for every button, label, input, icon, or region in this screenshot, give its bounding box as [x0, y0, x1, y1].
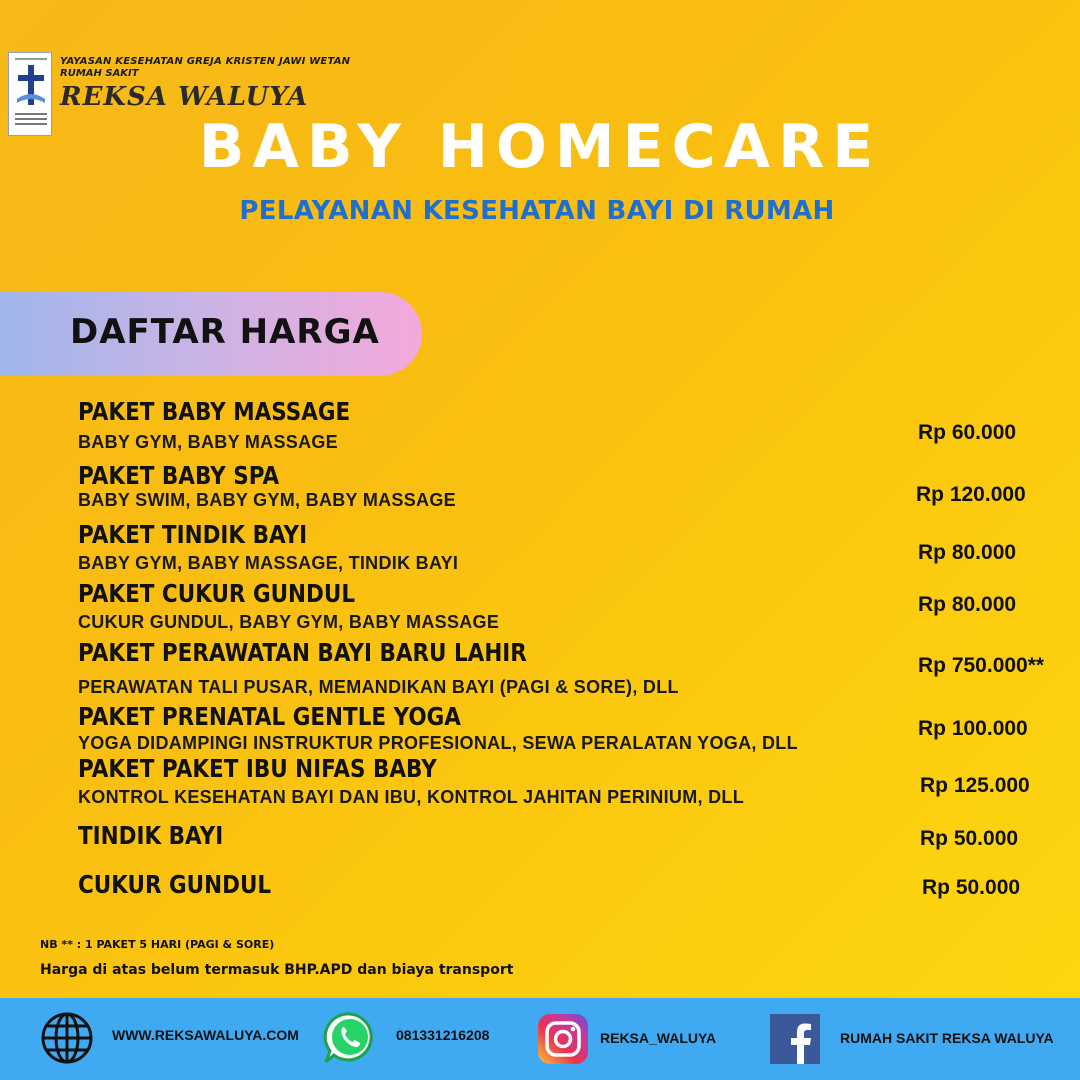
item-name: PAKET PERAWATAN BAYI BARU LAHIR: [78, 638, 527, 667]
item-desc: KONTROL KESEHATAN BAYI DAN IBU, KONTROL JAHITAN PERINIUM, DLL: [78, 787, 744, 807]
item-name: PAKET BABY MASSAGE: [78, 397, 351, 426]
item-name: PAKET PAKET IBU NIFAS BABY: [78, 754, 437, 783]
item-name: PAKET TINDIK BAYI: [78, 520, 308, 549]
item-desc: BABY GYM, BABY MASSAGE: [78, 432, 338, 452]
item-price: Rp 50.000: [920, 827, 1019, 850]
logo-hospital-label: RUMAH SAKIT: [60, 68, 139, 79]
page-subtitle: PELAYANAN KESEHATAN BAYI DI RUMAH: [239, 196, 835, 226]
item-price: Rp 60.000: [918, 421, 1017, 444]
facebook-page[interactable]: RUMAH SAKIT REKSA WALUYA: [840, 1030, 1054, 1046]
package-note: NB ** : 1 PAKET 5 HARI (PAGI & SORE): [40, 938, 275, 951]
item-name: PAKET BABY SPA: [78, 461, 280, 490]
instagram-handle[interactable]: REKSA_WALUYA: [600, 1030, 717, 1046]
item-desc: BABY GYM, BABY MASSAGE, TINDIK BAYI: [78, 553, 459, 573]
item-name: PAKET CUKUR GUNDUL: [78, 579, 356, 608]
item-desc: BABY SWIM, BABY GYM, BABY MASSAGE: [78, 490, 456, 510]
price-disclaimer: Harga di atas belum termasuk BHP.APD dan biaya transport: [40, 962, 514, 978]
instagram-icon[interactable]: [538, 1014, 588, 1069]
item-price: Rp 80.000: [918, 593, 1017, 616]
contact-footer: [0, 998, 1080, 1080]
logo-organization: YAYASAN KESEHATAN GREJA KRISTEN JAWI WETAN: [60, 56, 351, 67]
website-link[interactable]: WWW.REKSAWALUYA.COM: [112, 1027, 299, 1043]
item-name: CUKUR GUNDUL: [78, 870, 272, 899]
globe-icon[interactable]: [40, 1011, 94, 1070]
item-desc: YOGA DIDAMPINGI INSTRUKTUR PROFESIONAL, SEWA PERALATAN YOGA, DLL: [78, 733, 798, 753]
logo-hospital-name: REKSA WALUYA: [60, 82, 309, 112]
item-name: TINDIK BAYI: [78, 821, 224, 850]
page-title: BABY HOMECARE: [198, 112, 882, 182]
item-price: Rp 125.000: [920, 774, 1030, 797]
whatsapp-number[interactable]: 081331216208: [396, 1027, 490, 1043]
whatsapp-icon[interactable]: [320, 1008, 380, 1073]
facebook-icon[interactable]: [770, 1014, 820, 1069]
item-desc: CUKUR GUNDUL, BABY GYM, BABY MASSAGE: [78, 612, 500, 632]
price-list-heading: DAFTAR HARGA: [70, 312, 380, 352]
item-price: Rp 80.000: [918, 541, 1017, 564]
item-desc: PERAWATAN TALI PUSAR, MEMANDIKAN BAYI (PAGI & SORE), DLL: [78, 677, 679, 697]
item-price: Rp 100.000: [918, 717, 1028, 740]
price-list-banner: [0, 292, 422, 376]
item-name: PAKET PRENATAL GENTLE YOGA: [78, 702, 461, 731]
item-price: Rp 750.000**: [918, 654, 1045, 677]
item-price: Rp 50.000: [922, 876, 1021, 899]
item-price: Rp 120.000: [916, 483, 1026, 506]
